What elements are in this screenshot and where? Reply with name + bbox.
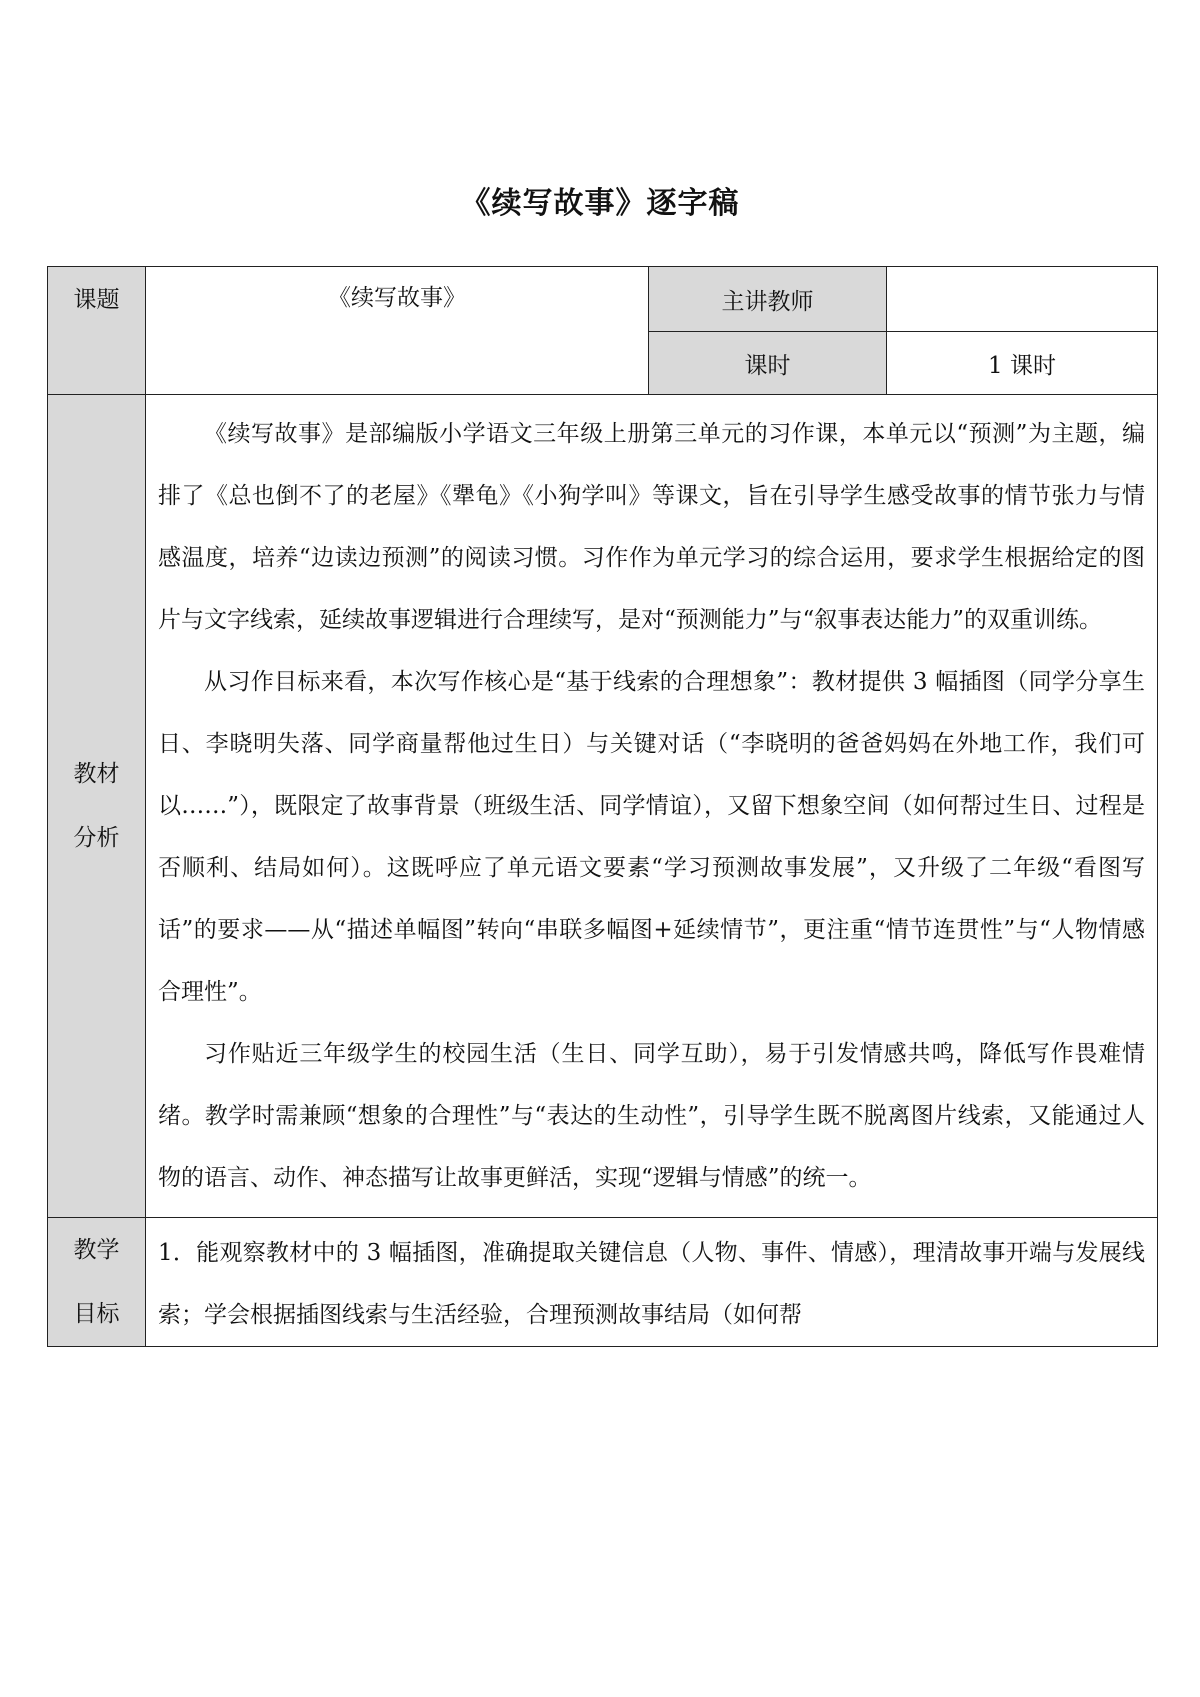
lesson-plan-table bbox=[47, 266, 1158, 1347]
analysis-paragraph: 从习作目标来看，本次写作核心是“基于线索的合理想象”：教材提供 3 幅插图（同学分享生日、李晓明失落、同学商量帮他过生日）与关键对话（“李晓明的爸爸妈妈在外地工作，我们可以……”），既限定了故事背景（班级生活、同学情谊），又留下想象空间（如何帮过生日、过程是否顺利、结局如何）。这既呼应了单元语文要素“学习预测故事发展”，又升级了二年级“看图写话”的要求——从“描述单幅图”转向“串联多幅图+延续情节”，更注重“情节连贯性”与“人物情感合理性”。 bbox=[158, 669, 1145, 1005]
goals-text: 1．能观察教材中的 3 幅插图，准确提取关键信息（人物、事件、情感），理清故事开端与发展线索；学会根据插图线索与生活经验，合理预测故事结局（如何帮 bbox=[158, 1240, 1145, 1328]
teacher-value-cell bbox=[887, 267, 1158, 332]
teacher-label-cell bbox=[649, 267, 887, 332]
goals-label-line2: 目标 bbox=[73, 1301, 120, 1327]
topic-value-cell bbox=[146, 267, 649, 395]
topic-label: 课题 bbox=[73, 287, 120, 313]
goals-label-cell bbox=[48, 1218, 146, 1347]
topic-value: 《续写故事》 bbox=[328, 285, 466, 311]
analysis-content-cell bbox=[146, 395, 1158, 1218]
analysis-paragraph: 习作贴近三年级学生的校园生活（生日、同学互助），易于引发情感共鸣，降低写作畏难情绪。教学时需兼顾“想象的合理性”与“表达的生动性”，引导学生既不脱离图片线索，又能通过人物的语言、动作、神态描写让故事更鲜活，实现“逻辑与情感”的统一。 bbox=[158, 1041, 1145, 1191]
topic-label-cell bbox=[48, 267, 146, 395]
goals-content-cell bbox=[146, 1218, 1158, 1347]
analysis-paragraph: 《续写故事》是部编版小学语文三年级上册第三单元的习作课，本单元以“预测”为主题，编排了《总也倒不了的老屋》《犟龟》《小狗学叫》等课文，旨在引导学生感受故事的情节张力与情感温度，培养“边读边预测”的阅读习惯。习作作为单元学习的综合运用，要求学生根据给定的图片与文字线索，延续故事逻辑进行合理续写，是对“预测能力”与“叙事表达能力”的双重训练。 bbox=[158, 421, 1145, 633]
teacher-label: 主讲教师 bbox=[721, 288, 814, 315]
goals-label-line1: 教学 bbox=[73, 1237, 120, 1263]
analysis-label-line1: 教材 bbox=[73, 761, 120, 787]
period-label: 课时 bbox=[744, 352, 791, 379]
document-title: 《续写故事》逐字稿 bbox=[460, 186, 740, 221]
period-label-cell bbox=[649, 332, 887, 395]
period-value: 1 课时 bbox=[988, 352, 1056, 379]
period-value-cell bbox=[887, 332, 1158, 395]
analysis-label-cell bbox=[48, 395, 146, 1218]
analysis-label-line2: 分析 bbox=[73, 825, 120, 851]
